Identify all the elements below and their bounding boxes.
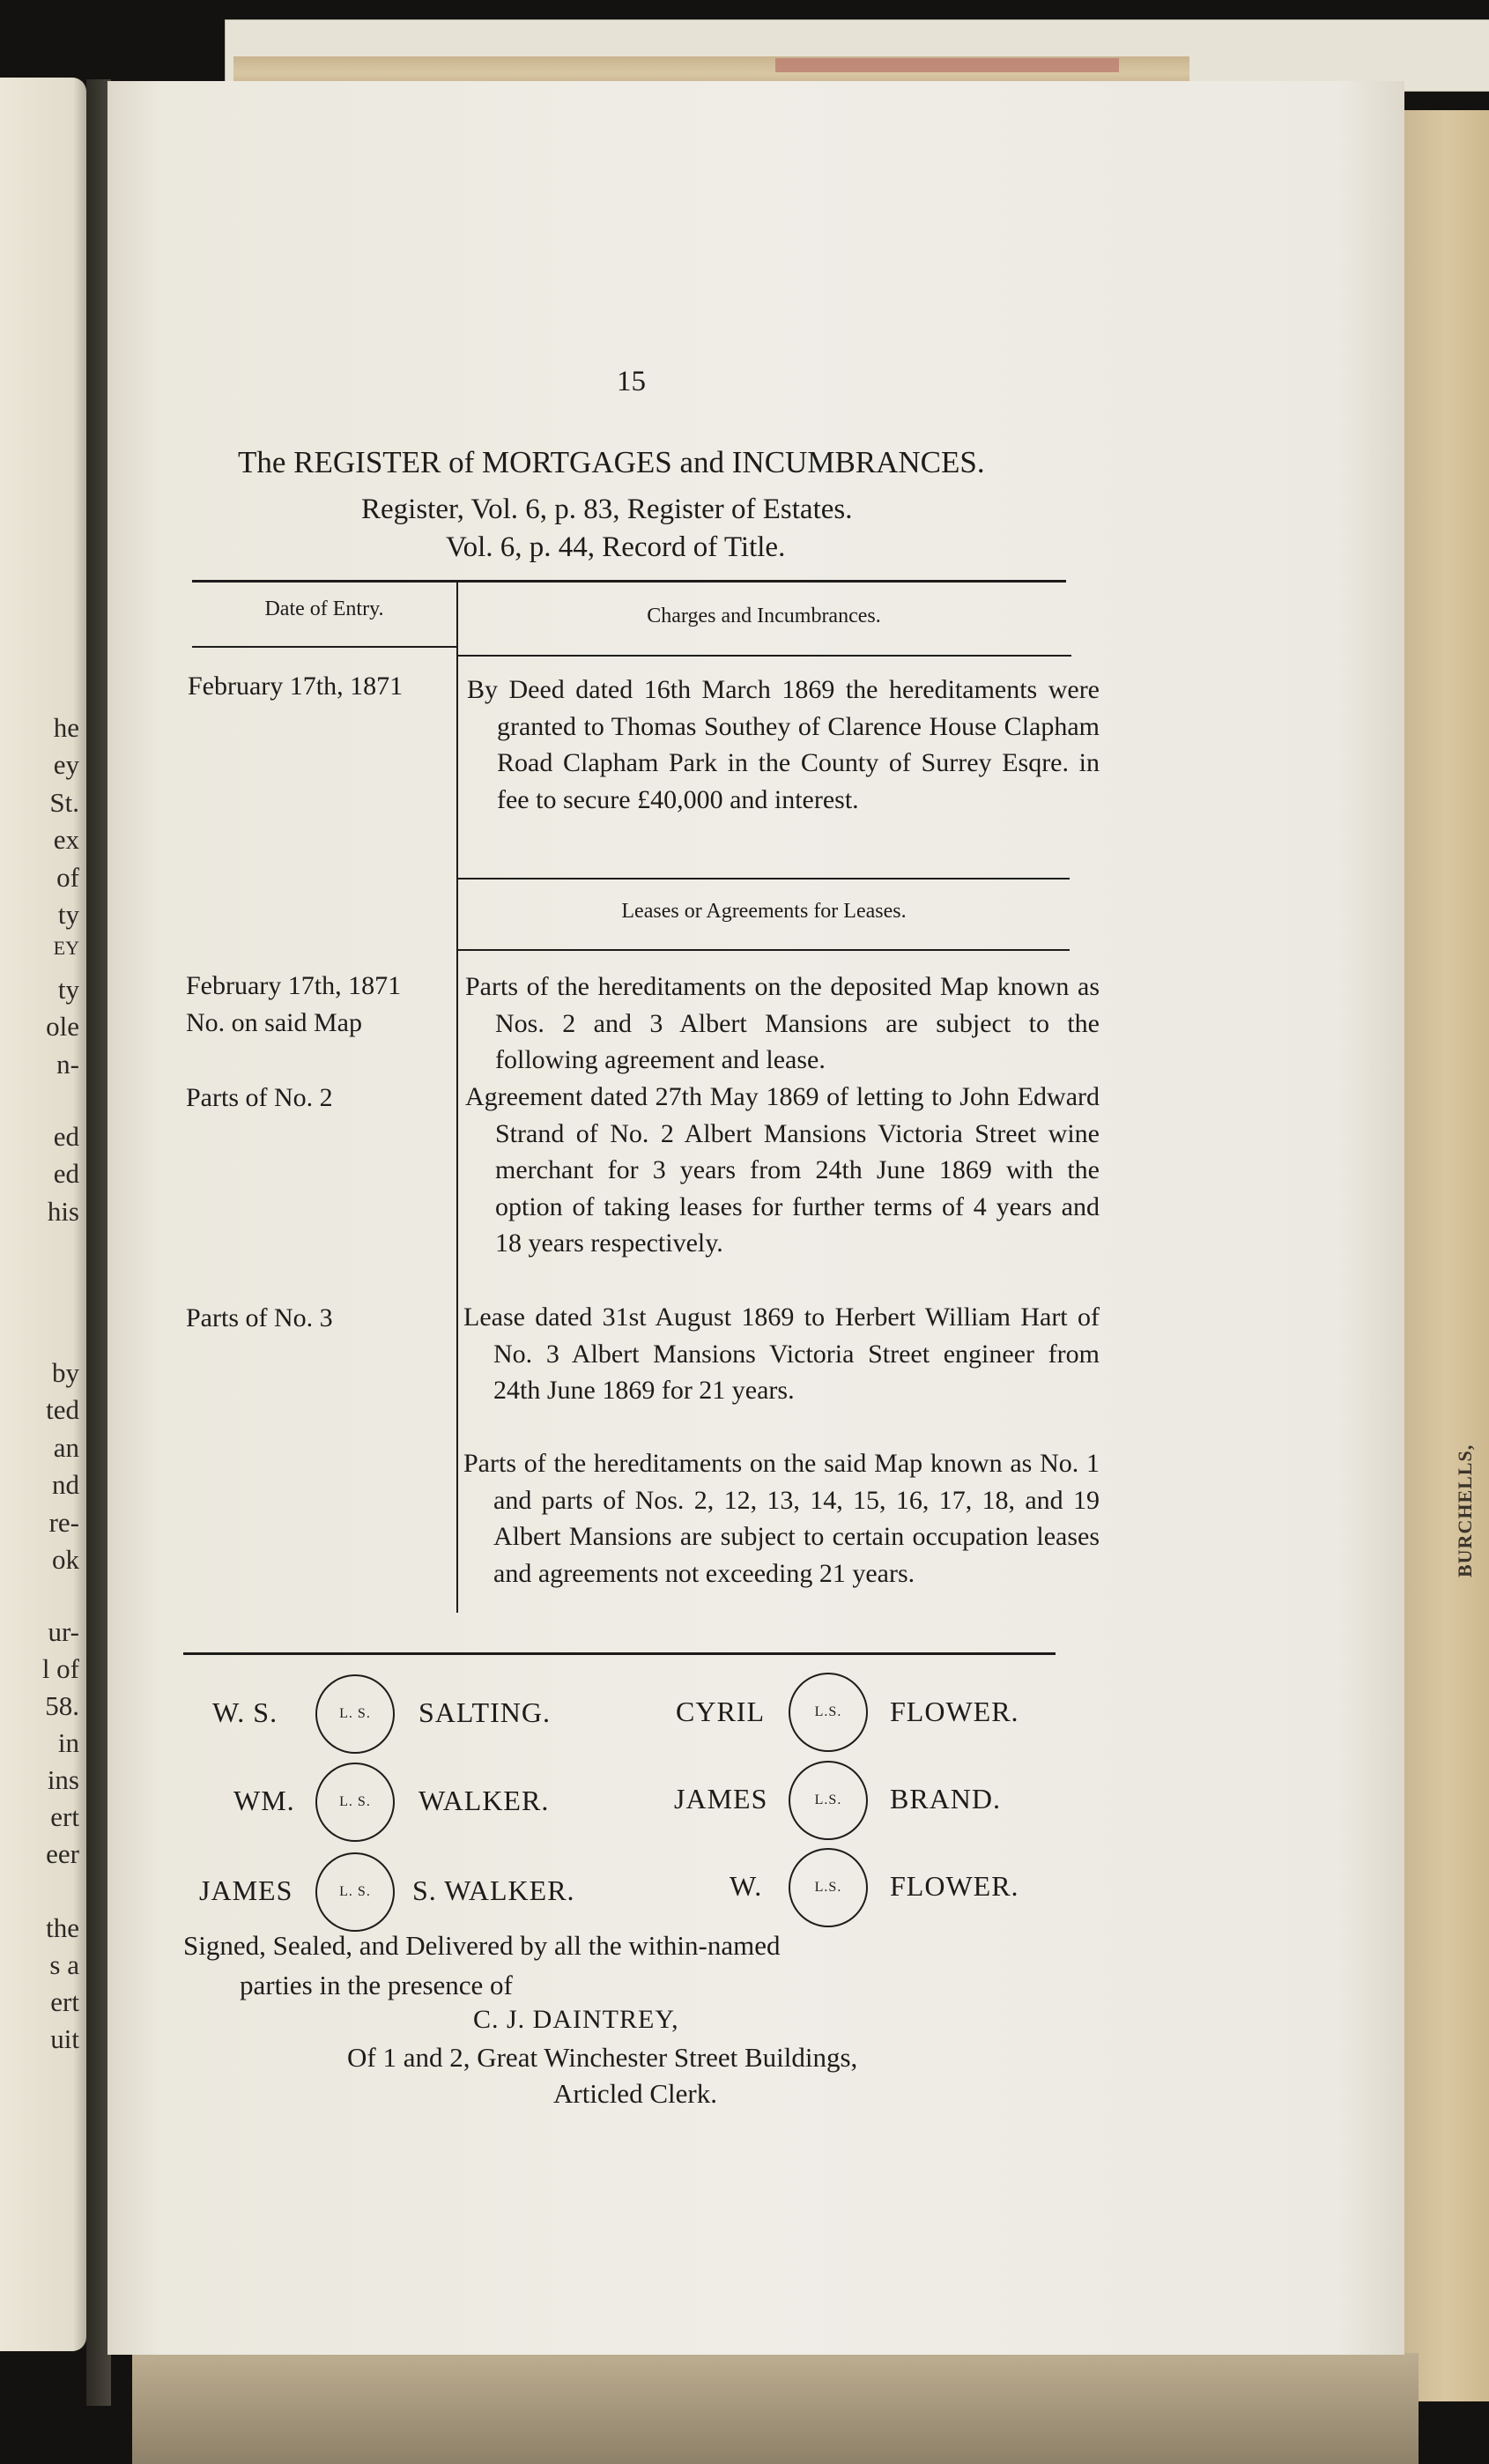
date-column-header: Date of Entry. [264,597,384,620]
witness-role: Articled Clerk. [553,2078,717,2109]
margin-fragment: an [53,1432,79,1463]
table-top-rule [192,580,1066,583]
signatory-first-name: W. [730,1870,763,1902]
margin-fragment: 58. [45,1690,79,1721]
margin-fragment: EY [53,937,79,959]
margin-fragment: uit [50,2023,79,2054]
signatory-surname: FLOWER. [890,1870,1019,1902]
left-facing-page [0,78,86,2351]
register-title: The REGISTER of MORTGAGES and INCUMBRANCES. [238,445,985,479]
attestation-clause: Signed, Sealed, and Delivered by all the within-named [183,1930,781,1961]
seal-icon [315,1674,395,1754]
signatory-first-name: WM. [233,1785,295,1816]
margin-fragment: eer [46,1838,79,1869]
margin-fragment: by [52,1357,79,1388]
occupation-leases-text: Parts of the hereditaments on the said Map known as No. 1 and parts of Nos. 2, 12, 13, 14, 15, 16, 17, 18, and 19 Albert Mansions are subject to certain occupation leases and agreements not exceeding 21 years. [463,1449,1100,1588]
seal-icon [789,1761,868,1840]
charge-text: By Deed dated 16th March 1869 the hereditaments were granted to Thomas Southey of Clarence House Clapham Road Clapham Park in the County of Surrey Esqre. in fee to secure £40,000 and interest. [467,675,1100,814]
witness-name: C. J. DAINTREY, [473,2005,679,2034]
margin-fragment: s a [49,1949,79,1980]
margin-fragment: l of [41,1653,79,1684]
date-header-rule [192,646,456,648]
attestation-presence: parties in the presence of [240,1970,513,2000]
margin-fragment: in [57,1727,79,1758]
spine-label: BURCHELLS, [1454,1444,1476,1577]
margin-fragment: he [53,712,79,743]
page-number: 15 [617,366,646,397]
charge-date: February 17th, 1871 [188,672,404,701]
margin-fragment: ur- [48,1616,79,1647]
margin-fragment: n- [56,1049,79,1080]
margin-fragment: ty [57,899,79,930]
agreement-date: Parts of No. 2 [186,1083,333,1112]
lease-map-number: No. on said Map [186,1008,362,1037]
seal-label: L.S. [814,1792,842,1807]
seal-label: L. S. [339,1706,371,1721]
right-page-edges [1401,110,1489,2401]
margin-fragment: ex [53,824,79,855]
signatory-surname: FLOWER. [890,1696,1019,1727]
margin-fragment: nd [52,1469,79,1500]
column-divider [456,582,458,1613]
signatory-first-name: CYRIL [676,1696,765,1727]
leases-section-header: Leases or Agreements for Leases. [621,900,907,923]
signatory-surname: BRAND. [890,1783,1002,1815]
lease-intro-text: Parts of the hereditaments on the deposited Map known as Nos. 2 and 3 Albert Mansions are subject to the following agreement and lease. [465,972,1100,1074]
margin-fragment: ed [53,1121,79,1152]
margin-fragment: ins [47,1764,79,1795]
seal-label: L. S. [339,1884,371,1899]
seal-label: L.S. [814,1880,842,1895]
margin-fragment: of [56,862,79,893]
signatory-surname: SALTING. [419,1696,551,1728]
signatory-surname: WALKER. [419,1785,550,1816]
lease-no3-text: Lease dated 31st August 1869 to Herbert William Hart of No. 3 Albert Mansions Victoria Street engineer from 24th June 1869 for 21 years. [463,1303,1100,1405]
seal-label: L.S. [814,1704,842,1719]
register-reference: Register, Vol. 6, p. 83, Register of Estates. [361,494,853,525]
witness-address: Of 1 and 2, Great Winchester Street Buildings, [347,2042,858,2073]
margin-fragment: re- [48,1507,79,1538]
seal-icon [789,1673,868,1752]
margin-fragment: ole [46,1011,79,1042]
lease-no3-date: Parts of No. 3 [186,1303,333,1332]
charges-column-header: Charges and Incumbrances. [647,605,881,627]
margin-fragment: ted [46,1394,79,1425]
margin-fragment: ert [50,1801,79,1832]
lease-date: February 17th, 1871 [186,971,402,1000]
seal-label: L. S. [339,1794,371,1809]
seal-icon [789,1848,868,1927]
leases-header-rule [456,949,1070,951]
agreement-text: Agreement dated 27th May 1869 of letting to John Edward Strand of No. 2 Albert Mansions Victoria Street wine merchant for 3 years from 24th June 1869 with the option of taking leases for further terms of 4 years and 18 years respectively. [465,1082,1100,1258]
charges-header-rule [456,655,1071,657]
red-ribbon-edge [775,58,1119,72]
title-reference: Vol. 6, p. 44, Record of Title. [446,531,786,563]
seal-icon [315,1852,395,1932]
margin-fragment: ey [53,749,79,780]
charges-bottom-rule [456,878,1070,879]
margin-fragment: ert [50,1986,79,2017]
margin-fragment: the [46,1912,79,1943]
bottom-page-edges [132,2353,1419,2464]
margin-fragment: his [47,1196,79,1227]
seal-icon [315,1763,395,1842]
margin-fragment: ed [53,1158,79,1189]
signatory-first-name: JAMES [674,1783,768,1815]
margin-fragment: ty [57,974,79,1005]
table-bottom-rule [183,1652,1056,1655]
margin-fragment: St. [49,787,79,818]
signatory-first-name: W. S. [212,1696,278,1728]
margin-fragment: ok [52,1544,79,1575]
signatory-first-name: JAMES [199,1874,293,1906]
signatory-surname: S. WALKER. [412,1874,575,1906]
